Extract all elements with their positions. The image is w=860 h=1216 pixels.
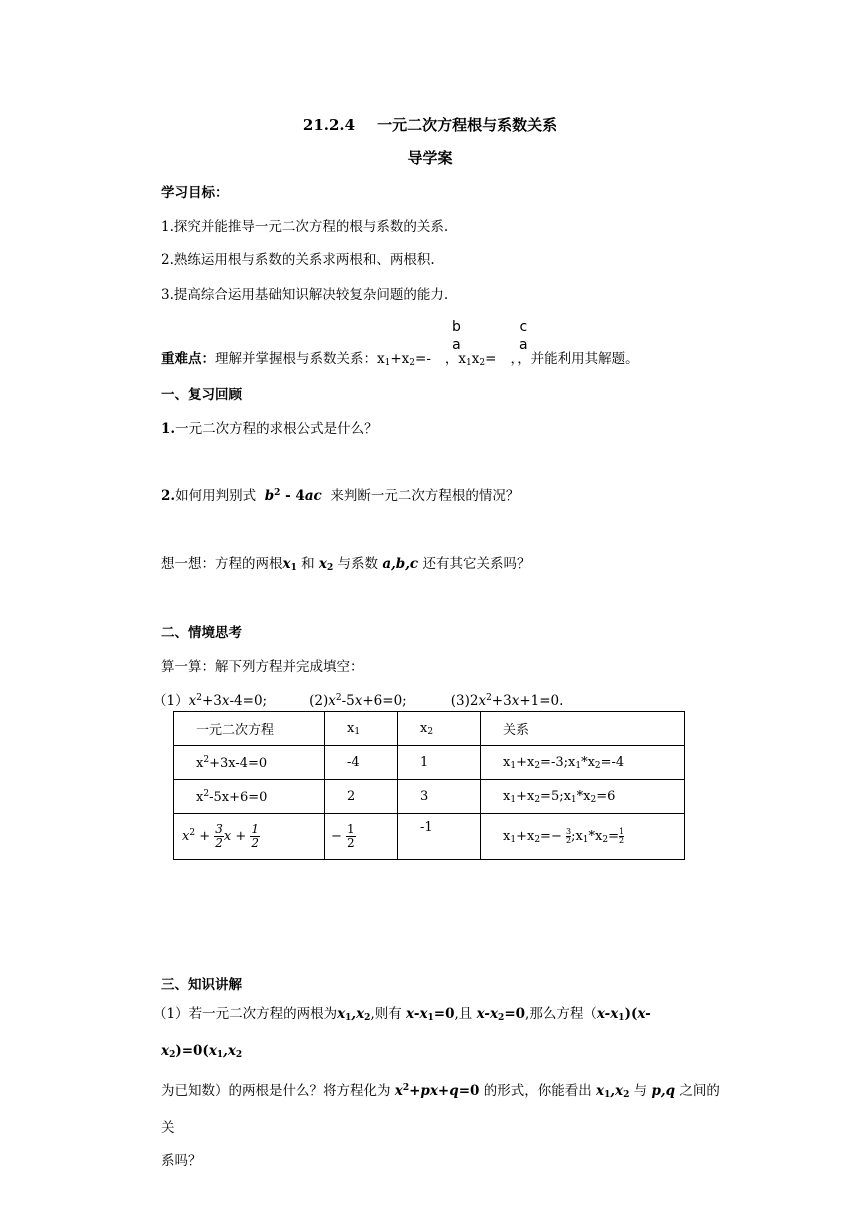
title-number: 21.2.4 xyxy=(302,116,356,134)
goals-heading: 学习目标： xyxy=(161,185,229,201)
table-row xyxy=(174,780,685,814)
key-points-label: 重难点： xyxy=(161,351,215,367)
fraction-b-denominator: a xyxy=(452,337,461,353)
roots-table xyxy=(173,711,685,860)
title-text: 一元二次方程根与系数关系 xyxy=(377,116,558,134)
header-x1: $x_1$ xyxy=(347,720,361,737)
question-1: 1.一元二次方程的求根公式是什么？ xyxy=(161,421,378,437)
page-title xyxy=(0,114,860,135)
fraction-c-denominator: a xyxy=(519,337,528,353)
section-review-heading: 一、复习回顾 xyxy=(161,387,242,403)
table-row xyxy=(174,746,685,780)
fraction-b-numerator: b xyxy=(452,319,461,335)
header-x2: $x_2$ xyxy=(420,720,434,737)
equations-list: $(1)x^2+3x-4=0$; $(2)x^2-5x+6=0$; $(3)2x^2+3x+1=0$. xyxy=(153,693,564,709)
row3-x2: -1 xyxy=(420,820,433,835)
section-knowledge-heading: 三、知识讲解 xyxy=(161,977,242,993)
calc-intro: 算一算：解下列方程并完成填空： xyxy=(161,659,364,675)
row1-relation: $x_1+x_2=-3;x_1*x_2=-4$ xyxy=(503,754,625,771)
row2-relation: $x_1+x_2=5;x_1*x_2=6$ xyxy=(503,788,616,805)
section-scenario-heading: 二、情境思考 xyxy=(161,625,242,641)
row2-x1: 2 xyxy=(347,789,356,804)
header-relation: 关系 xyxy=(503,723,530,738)
goal-item-1: 1.探究并能推导一元二次方程的根与系数的关系. xyxy=(161,219,449,235)
key-points-line: 重难点：理解并掌握根与系数关系：$x_1+x_2=-$ ，$x_1x_2=$ ，，并能利用其解题。 xyxy=(161,351,639,368)
header-equation: 一元二次方程 xyxy=(196,723,275,738)
goal-item-3: 3.提高综合运用基础知识解决较复杂问题的能力. xyxy=(161,287,449,303)
table-header-row xyxy=(174,712,685,746)
knowledge-paragraph: （1）若一元二次方程的两根为$x_1,x_2$,则有 $x-x_1=0$,且 $x-x_2=0$,那么方程$(x-x_1)(x-x_2)=0(x_1,x_2$ 为已知数）的两根是什么？将方程化为 $x^2+px+q=0$ 的形式，你能看出 $x_1,x_2$ 与 p,q 之间的关 系吗？ xyxy=(153,1006,720,1169)
row1-x1: -4 xyxy=(347,755,360,770)
row2-equation: $x^2-5x+6=0$ xyxy=(196,788,268,805)
row3-relation: $x_1+x_2=-$ $\frac{3}{2}$ $;x_1*x_2=$ $\frac{1}{2}$ xyxy=(503,827,625,845)
row2-x2: 3 xyxy=(420,789,429,804)
row3-equation: $x^2$ + $\frac{3}{2}$ x + $\frac{1}{2}$ xyxy=(182,822,260,850)
fraction-c-numerator: c xyxy=(519,319,528,335)
goal-item-2: 2.熟练运用根与系数的关系求两根和、两根积. xyxy=(161,252,435,268)
row1-x2: 1 xyxy=(420,755,429,770)
row1-equation: $x^2+3x-4=0$ xyxy=(196,754,268,771)
question-2: 2.如何用判别式 $b^2 - 4ac$ 来判断一元二次方程根的情况？ xyxy=(161,488,520,504)
think-question: 想一想：方程的两根$x_1$ 和 $x_2$ 与系数 a,b,c 还有其它关系吗？ xyxy=(161,556,531,573)
table-row xyxy=(174,814,685,860)
row3-x1: − $\frac{1}{2}$ xyxy=(331,822,355,850)
page-subtitle: 导学案 xyxy=(407,149,453,167)
